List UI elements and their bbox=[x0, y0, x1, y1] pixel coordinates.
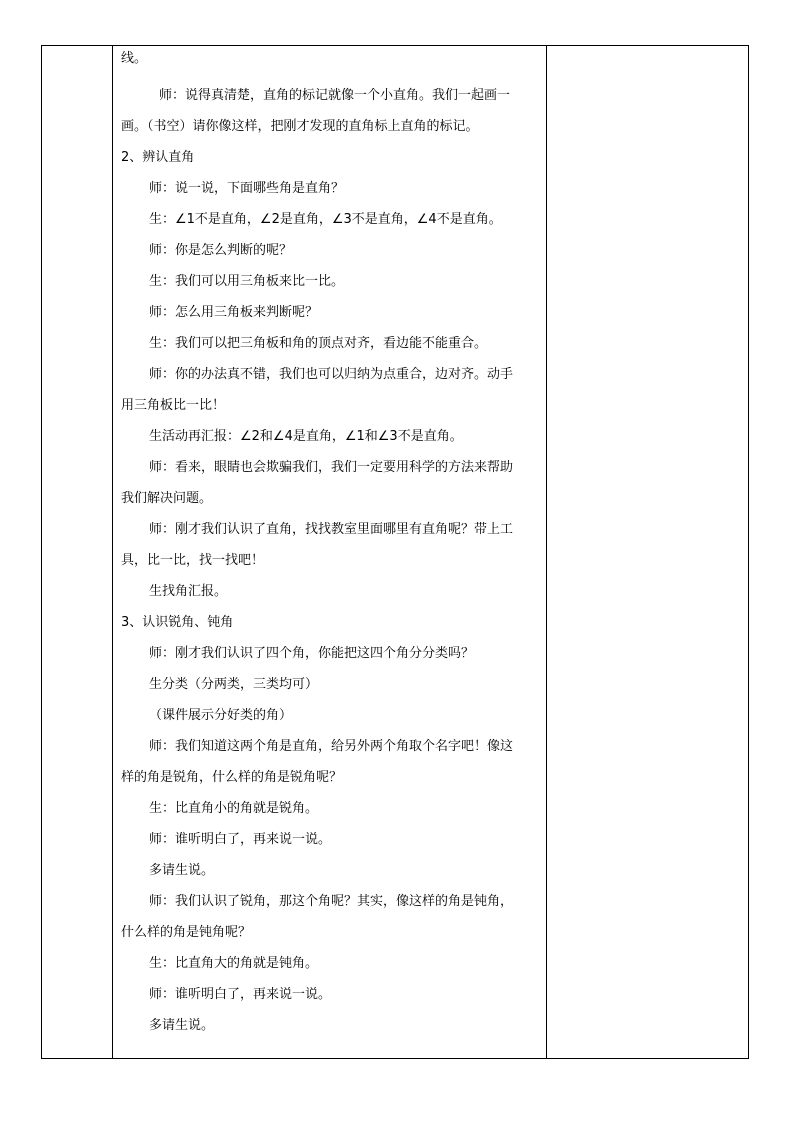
section-heading: 3、认识锐角、钝角 bbox=[121, 615, 234, 630]
text-line: 具，比一比，找一找吧！ bbox=[121, 553, 265, 568]
column-divider-right bbox=[546, 46, 547, 1058]
text-line: 生：我们可以把三角板和角的顶点对齐，看边能不能重合。 bbox=[149, 336, 488, 351]
text-line: 画。（书空）请你像这样，把刚才发现的直角标上直角的标记。 bbox=[121, 119, 479, 134]
text-line: 师：谁听明白了，再来说一说。 bbox=[149, 832, 332, 847]
text-line: 师：说得真清楚，直角的标记就像一个小直角。我们一起画一 bbox=[159, 88, 511, 103]
text-line: 师：刚才我们认识了四个角，你能把这四个角分分类吗？ bbox=[149, 646, 475, 661]
text-line: 师：谁听明白了，再来说一说。 bbox=[149, 987, 332, 1002]
text-line: 师：看来，眼睛也会欺骗我们，我们一定要用科学的方法来帮助 bbox=[149, 460, 514, 475]
text-line: 师：怎么用三角板来判断呢？ bbox=[149, 305, 319, 320]
text-line: 生：∠1不是直角，∠2是直角，∠3不是直角，∠4不是直角。 bbox=[149, 212, 502, 227]
text-line: 样的角是锐角，什么样的角是锐角呢？ bbox=[121, 770, 343, 785]
text-line: 线。 bbox=[121, 51, 148, 66]
text-line: 生：我们可以用三角板来比一比。 bbox=[149, 274, 345, 289]
text-line: 生：比直角小的角就是锐角。 bbox=[149, 801, 319, 816]
text-line: 多请生说。 bbox=[149, 1018, 215, 1033]
column-divider-left bbox=[112, 46, 113, 1058]
text-line: 师：说一说，下面哪些角是直角？ bbox=[149, 181, 345, 196]
text-line: 生活动再汇报：∠2和∠4是直角，∠1和∠3不是直角。 bbox=[149, 429, 463, 444]
text-line: 什么样的角是钝角呢？ bbox=[121, 925, 252, 940]
text-line: 生找角汇报。 bbox=[149, 584, 228, 599]
text-line: 师：我们知道这两个角是直角，给另外两个角取个名字吧！像这 bbox=[149, 739, 514, 754]
text-line: 师：刚才我们认识了直角，找找教室里面哪里有直角呢？带上工 bbox=[149, 522, 514, 537]
text-line: 我们解决问题。 bbox=[121, 491, 213, 506]
text-line: 生：比直角大的角就是钝角。 bbox=[149, 956, 319, 971]
text-line: 师：你是怎么判断的呢？ bbox=[149, 243, 293, 258]
section-heading: 2、辨认直角 bbox=[121, 150, 195, 165]
text-line: 师：你的办法真不错，我们也可以归纳为点重合，边对齐。动手 bbox=[149, 367, 514, 382]
text-line: 生分类（分两类，三类均可） bbox=[149, 677, 319, 692]
lesson-table bbox=[41, 45, 749, 1059]
text-line: 师：我们认识了锐角，那这个角呢？其实，像这样的角是钝角， bbox=[149, 894, 514, 909]
text-line: 用三角板比一比！ bbox=[121, 398, 226, 413]
text-line: 多请生说。 bbox=[149, 863, 215, 878]
text-line: （课件展示分好类的角） bbox=[149, 708, 293, 723]
